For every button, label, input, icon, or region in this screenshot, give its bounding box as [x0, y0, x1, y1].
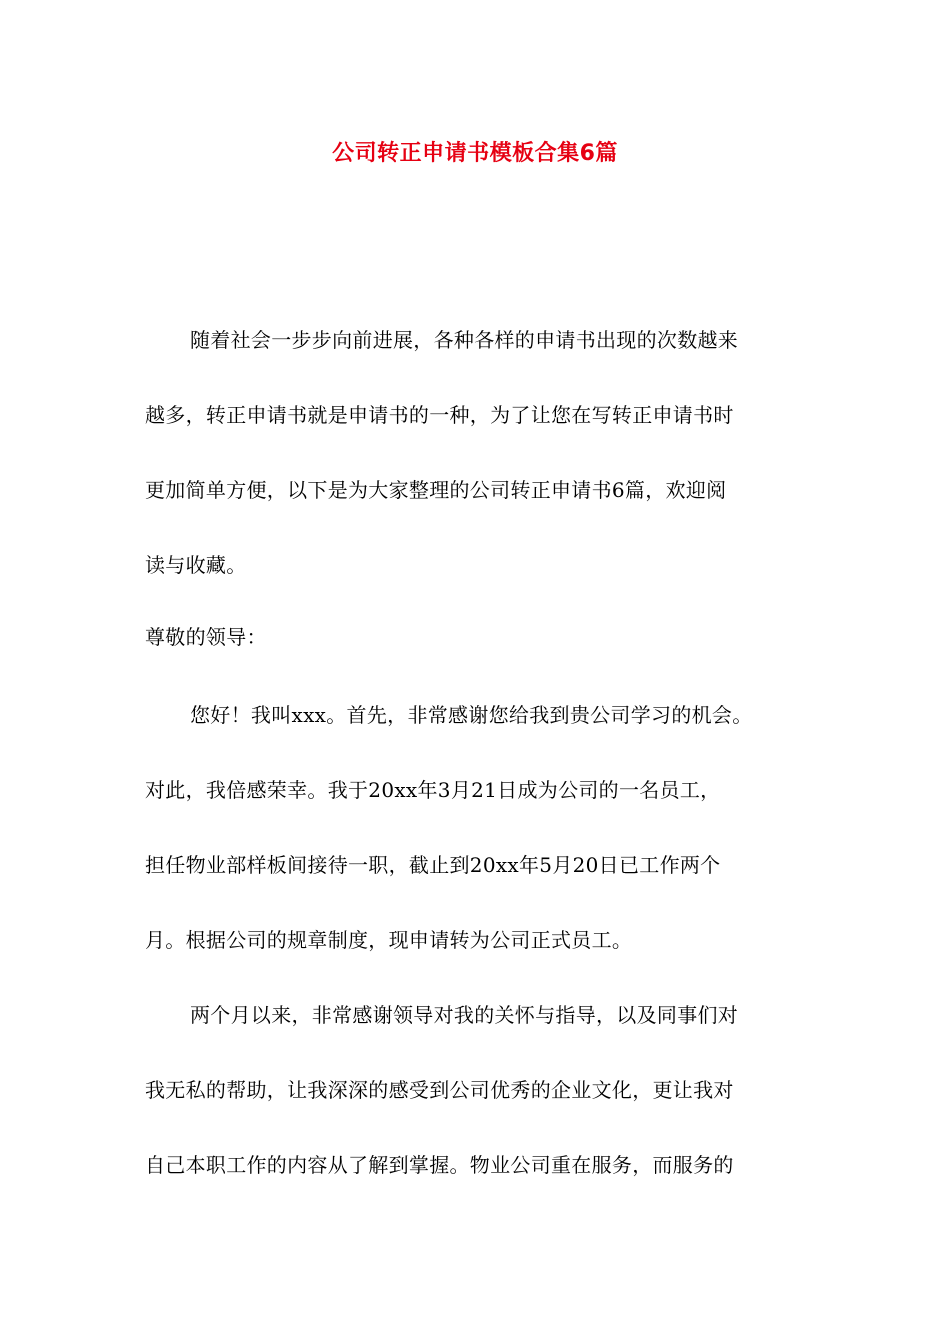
document-title: 公司转正申请书模板合集6篇 — [332, 141, 618, 166]
paragraph-line: 读与收藏。 — [145, 553, 247, 577]
salutation-line: 尊敬的领导： — [145, 625, 267, 649]
paragraph-line: 对此，我倍感荣幸。我于20xx年3月21日成为公司的一名员工， — [145, 778, 721, 802]
paragraph-line: 随着社会一步步向前进展，各种各样的申请书出现的次数越来 — [190, 328, 739, 352]
paragraph-line: 您好！我叫xxx。首先，非常感谢您给我到贵公司学习的机会。 — [190, 703, 753, 727]
paragraph-line: 自己本职工作的内容从了解到掌握。物业公司重在服务，而服务的 — [145, 1153, 734, 1177]
paragraph-line: 越多，转正申请书就是申请书的一种，为了让您在写转正申请书时 — [145, 403, 734, 427]
paragraph-line: 月。根据公司的规章制度，现申请转为公司正式员工。 — [145, 928, 633, 952]
paragraph-line: 更加简单方便，以下是为大家整理的公司转正申请书6篇，欢迎阅 — [145, 478, 727, 502]
paragraph-line: 我无私的帮助，让我深深的感受到公司优秀的企业文化，更让我对 — [145, 1078, 734, 1102]
paragraph-line: 两个月以来，非常感谢领导对我的关怀与指导，以及同事们对 — [190, 1003, 739, 1027]
paragraph-line: 担任物业部样板间接待一职，截止到20xx年5月20日已工作两个 — [145, 853, 721, 877]
